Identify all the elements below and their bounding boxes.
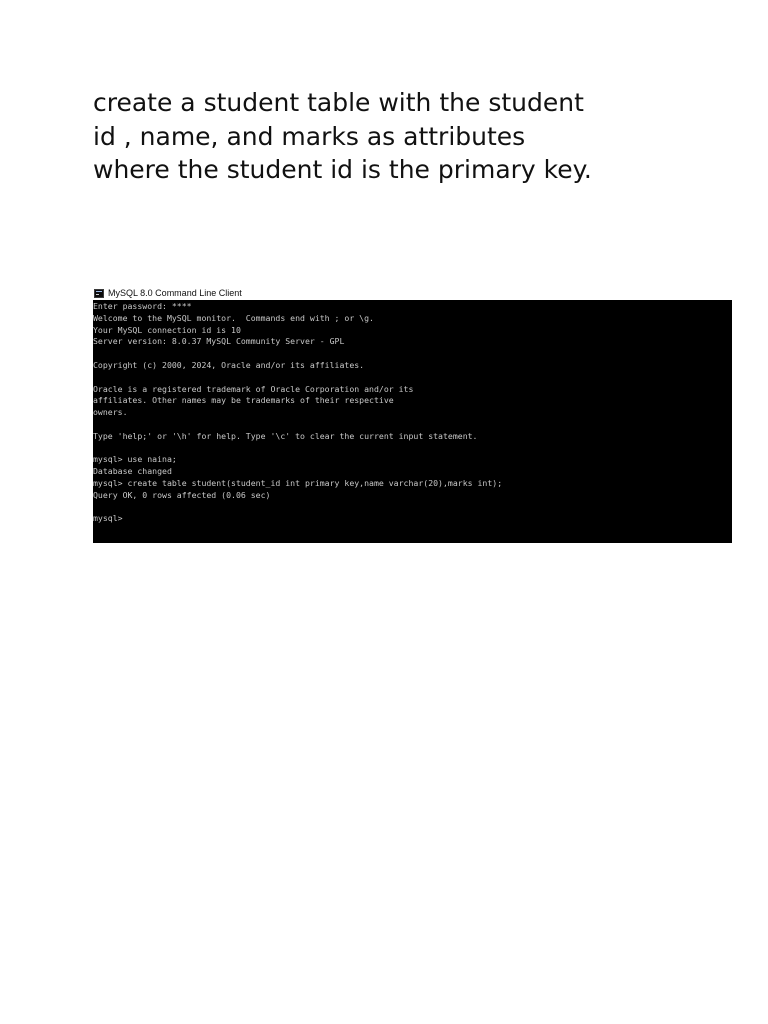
terminal-line: Database changed [93,466,172,477]
terminal-line: Your MySQL connection id is 10 [93,324,241,335]
terminal-line: owners. [93,407,128,418]
terminal-line: mysql> create table student(student_id int primary key,name varchar(20),marks int); [93,477,503,488]
terminal-line [93,419,732,431]
terminal-line: Copyright (c) 2000, 2024, Oracle and/or its affiliates. [93,359,365,370]
terminal-line [93,443,732,455]
console-app-icon [94,289,104,298]
terminal-line: Enter password: **** [93,301,192,311]
question-line: id , name, and marks as attributes [93,121,526,151]
mysql-console-screenshot [93,286,732,543]
terminal-output [93,300,732,543]
console-titlebar [93,286,732,300]
question-line: create a student table with the student [93,88,584,117]
terminal-line: Query OK, 0 rows affected (0.06 sec) [93,489,271,500]
terminal-line: Type 'help;' or '\h' for help. Type '\c' to clear the current input statement. [93,430,478,441]
window-title: MySQL 8.0 Command Line Client [108,288,242,298]
terminal-line: Oracle is a registered trademark of Oracle Corporation and/or its [93,383,414,394]
question-text [93,86,713,187]
terminal-line [93,348,732,360]
terminal-prompt: mysql> [93,513,123,524]
terminal-line: mysql> use naina; [93,454,177,465]
question-line: where the student id is the primary key. [93,155,592,184]
terminal-line [93,372,732,384]
terminal-line: Server version: 8.0.37 MySQL Community Server - GPL [93,336,345,347]
terminal-line: Welcome to the MySQL monitor. Commands end with ; or \g. [93,312,374,323]
terminal-line: affiliates. Other names may be trademarks of their respective [93,395,394,406]
terminal-line [93,502,732,514]
